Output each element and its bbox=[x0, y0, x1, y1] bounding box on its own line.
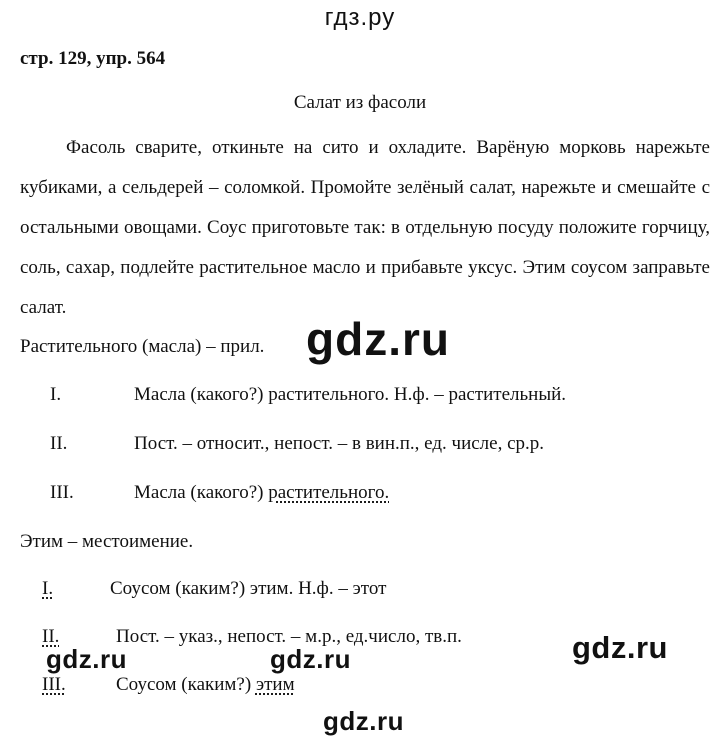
analysis1-row2-text: Пост. – относит., непост. – в вин.п., ед. числе, ср.р. bbox=[134, 433, 545, 454]
analysis1-row2-num: II. bbox=[50, 433, 68, 454]
watermark-center: gdz.ru bbox=[306, 313, 450, 365]
analysis2-row2-text: Пост. – указ., непост. – м.р., ед.число, тв.п. bbox=[116, 626, 462, 647]
analysis2-row3-underlined: этим bbox=[255, 674, 295, 695]
analysis2-heading: Этим – местоимение. bbox=[20, 531, 194, 552]
analysis1-row3-text bbox=[134, 482, 389, 504]
analysis2-row2-num: II. bbox=[42, 626, 60, 647]
exercise-header: стр. 129, упр. 564 bbox=[20, 48, 166, 69]
analysis1-row1-text: Масла (какого?) растительного. Н.ф. – растительный. bbox=[134, 384, 567, 405]
analysis2-row1-text: Соусом (каким?) этим. Н.ф. – этот bbox=[110, 578, 387, 599]
analysis1-heading: Растительного (масла) – прил. bbox=[20, 336, 265, 357]
watermark-bottom: gdz.ru bbox=[323, 706, 404, 736]
analysis1-row3-num: III. bbox=[50, 482, 74, 503]
watermark-left-small: gdz.ru bbox=[46, 644, 127, 674]
analysis1-row1-num: I. bbox=[50, 384, 62, 405]
analysis1-row3-underlined: растительного. bbox=[268, 482, 390, 503]
analysis2-row3-text bbox=[116, 674, 295, 696]
watermark-mid-small: gdz.ru bbox=[270, 644, 351, 674]
analysis2-row3-num: III. bbox=[42, 674, 66, 695]
analysis1-row3-prefix: Масла (какого?) bbox=[134, 482, 269, 503]
watermark-right: gdz.ru bbox=[572, 630, 668, 665]
text-title: Салат из фасоли bbox=[293, 92, 427, 113]
text-paragraph bbox=[20, 128, 710, 328]
analysis2-row3-prefix: Соусом (каким?) bbox=[116, 674, 256, 695]
watermark-top: гдз.ру bbox=[324, 4, 396, 31]
paragraph-text: Фасоль сварите, откиньте на сито и охладите. Варёную морковь нарежьте кубиками, а сельдерей – соломкой. Промойте зелёный салат, нарежьте и смешайте с остальными овощами. Соус приготовьте так: в отдельную посуду положите горчицу, соль, сахар, подлейте растительное масло и прибавьте уксус. Этим соусом заправьте салат. bbox=[20, 137, 710, 318]
analysis2-row1-num: I. bbox=[42, 578, 54, 599]
